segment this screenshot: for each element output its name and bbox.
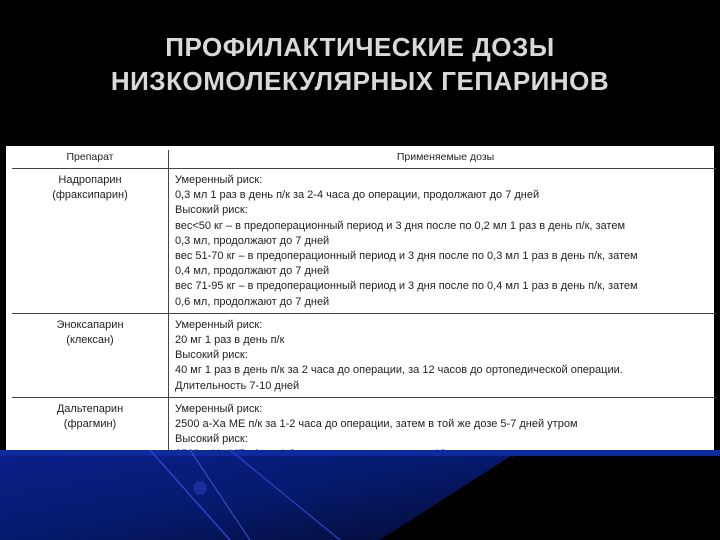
dose-line: вес<50 кг – в предоперационный период и 3 дня после по 0,2 мл 1 раз в день п/к, затем (175, 219, 626, 232)
table-header-row (12, 150, 716, 169)
decorative-background (0, 450, 720, 540)
dose-line: Длительность 7-10 дней (175, 379, 300, 392)
table-panel (6, 146, 714, 454)
drug-cell (12, 169, 169, 314)
dose-line: Умеренный риск: (175, 402, 263, 415)
dose-line: Высокий риск: (175, 204, 248, 217)
table-row (12, 169, 716, 314)
drug-trade-name: (фрагмин) (63, 417, 117, 430)
title-line-1: ПРОФИЛАКТИЧЕСКИЕ ДОЗЫ (165, 32, 555, 62)
blue-gradient-shape (0, 450, 520, 540)
dose-cell (169, 313, 717, 397)
dose-line: Умеренный риск: (175, 318, 263, 331)
dose-line: Высокий риск: (175, 433, 248, 446)
header-doses: Применяемые дозы (169, 150, 717, 169)
dose-line: 0,3 мл 1 раз в день п/к за 2-4 часа до операции, продолжают до 7 дней (175, 189, 540, 202)
dose-line: Высокий риск: (175, 349, 248, 362)
drug-trade-name: (клексан) (66, 333, 114, 346)
drug-trade-name: (фраксипарин) (52, 189, 128, 201)
dose-line: 0,3 мл, продолжают до 7 дней (175, 234, 330, 247)
header-drug: Препарат (12, 150, 169, 169)
dose-line: 0,6 мл, продолжают до 7 дней (175, 295, 330, 308)
title-line-2: НИЗКОМОЛЕКУЛЯРНЫХ ГЕПАРИНОВ (110, 66, 610, 96)
drug-name: Дальтепарин (56, 402, 124, 415)
drug-name: Эноксапарин (56, 318, 124, 331)
dose-cell (169, 169, 717, 314)
dose-line: вес 71-95 кг – в предоперационный период и 3 дня после по 0,4 мл 1 раз в день п/к, затем (175, 280, 638, 293)
drug-cell (12, 313, 169, 397)
dose-line: 20 мг 1 раз в день п/к (175, 334, 285, 347)
dose-line: вес 51-70 кг – в предоперационный период и 3 дня после по 0,3 мл 1 раз в день п/к, затем (175, 250, 638, 263)
dosage-table (12, 150, 716, 481)
deco-dot (193, 481, 207, 495)
table-row (12, 313, 716, 397)
drug-name: Надропарин (58, 174, 122, 186)
blue-top-band (0, 450, 720, 456)
dose-line: 2500 а-Ха МЕ п/к за 1-2 часа до операции, затем в той же дозе 5-7 дней утром (175, 418, 578, 431)
dose-line: 40 мг 1 раз в день п/к за 2 часа до операции, за 12 часов до ортопедической операции. (175, 364, 623, 377)
slide-title (0, 30, 720, 98)
dose-line: 0,4 мл, продолжают до 7 дней (175, 265, 330, 278)
dose-line: Умеренный риск: (175, 174, 263, 186)
